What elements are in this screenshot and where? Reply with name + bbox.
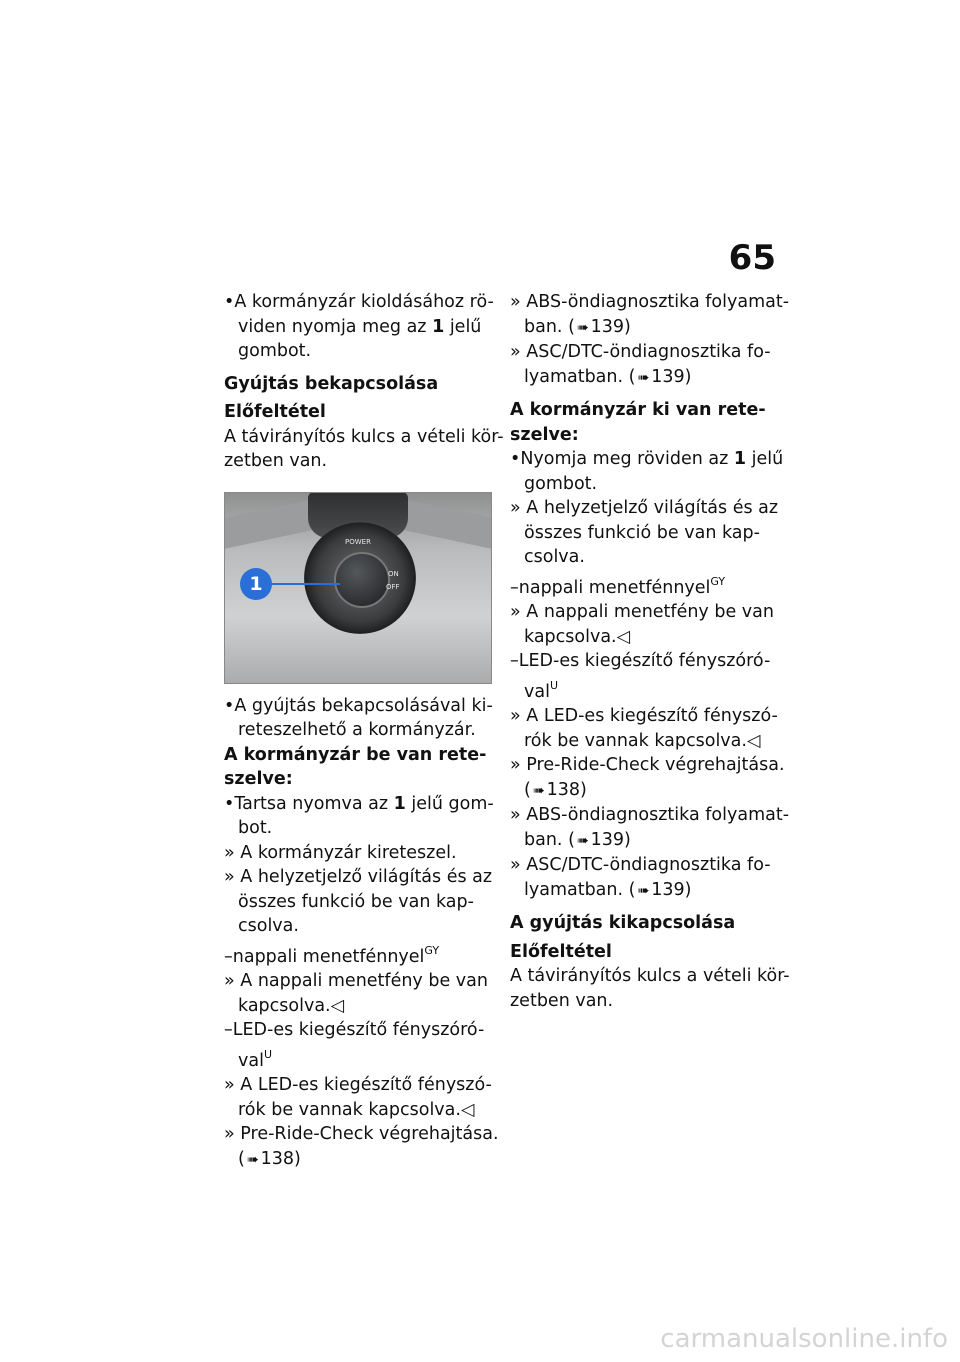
list-item: » Pre-Ride-Check végrehajtása. — [224, 1124, 499, 1144]
section-heading: A kormányzár be van rete- — [224, 744, 487, 765]
list-item: » A helyzetjelző világítás és az — [224, 867, 493, 887]
left-column: •A kormányzár kioldásához rö- viden nyomja meg az 1 jelű gombot. Gyújtás bekapcsolása Előfeltétel A távirányítós kulcs a vételi kör- zetben van. POWER ON OFF 1 •A gyújtás bekapcsolásával ki- reteszelhető a kormányzár. A kormányzár be van rete- szelve: •Tartsa nyomva az 1 jelű gom- bot. » A kormányzár kireteszel. » A helyzetjelző világítás és az összes funkció be van kap- csolva. –nappali menetfénnyel$^{GY}$ » A nappali menetfény be van kapcsolva.◁ –LED-es kiegészítő fényszóró- val$^U$ » A LED-es kiegészítő fényszó- rók be vannak kapcsolva.◁ » Pre-Ride-Check végrehajtása. ( ➠ 138) — [224, 290, 492, 1172]
list-item: » ABS-öndiagnosztika folyamat- — [510, 292, 790, 312]
page-number: 65 — [728, 238, 776, 278]
arrow-right-icon: ➠ — [532, 782, 545, 799]
list-item: » A nappali menetfény be van — [510, 602, 774, 622]
ignition-switch-image: POWER ON OFF 1 — [224, 492, 492, 684]
end-mark-icon: ◁ — [330, 995, 345, 1016]
footer-watermark: carmanualsonline.info — [660, 1324, 948, 1354]
right-column: » ABS-öndiagnosztika folyamat- ban. ( ➠ 139) » ASC/DTC-öndiagnosztika fo- lyamatban. ( ➠ 139) A kormányzár ki van rete- szelve: •Nyomja meg röviden az 1 jelű gombot. » A helyzetjelző világítás és az összes funkció be van kap- csolva. –nappali menetfénnyel$^{GY}$ » A nappali menetfény be van kapcsolva.◁ –LED-es kiegészítő fényszóró- val$^U$ » A LED-es kiegészítő fényszó- rók be vannak kapcsolva.◁ » Pre-Ride-Check végrehajtása. ( ➠ 138) » ABS-öndiagnosztika folyamat- ban. ( ➠ 139) » ASC/DTC-öndiagnosztika fo- lyamatban. ( ➠ 139) A gyújtás kikapcsolása Előfeltétel A távirányítós kulcs a vételi kör- zetben van. — [510, 292, 790, 1011]
list-item: •Nyomja meg röviden az 1 jelű — [510, 449, 784, 469]
list-item: » Pre-Ride-Check végrehajtása. — [510, 755, 785, 775]
arrow-right-icon: ➠ — [637, 882, 650, 899]
arrow-right-icon: ➠ — [576, 832, 589, 849]
list-item: » ASC/DTC-öndiagnosztika fo- — [510, 855, 771, 875]
list-item: » ASC/DTC-öndiagnosztika fo- — [510, 342, 771, 362]
callout-1: 1 — [240, 568, 272, 600]
list-item: » ABS-öndiagnosztika folyamat- — [510, 805, 790, 825]
list-item: » A LED-es kiegészítő fényszó- — [224, 1075, 492, 1095]
page-reference[interactable]: ban. ( ➠ 139) — [510, 315, 778, 341]
end-mark-icon: ◁ — [460, 1099, 475, 1120]
subheading: Előfeltétel — [510, 941, 612, 962]
list-item: –nappali menetfénnyel$^{GY}$ — [224, 943, 440, 967]
list-item: •A kormányzár kioldásához rö- — [224, 292, 494, 312]
section-heading: A kormányzár ki van rete- — [510, 400, 766, 420]
list-item: » A helyzetjelző világítás és az — [510, 498, 779, 518]
end-mark-icon: ◁ — [746, 730, 761, 751]
section-heading: Gyújtás bekapcsolása — [224, 373, 439, 394]
list-item: –LED-es kiegészítő fényszóró- — [510, 651, 771, 671]
subheading: Előfeltétel — [224, 402, 326, 422]
list-item: » A LED-es kiegészítő fényszó- — [510, 706, 778, 726]
page-reference[interactable]: lyamatban. ( ➠ 139) — [510, 365, 778, 391]
arrow-right-icon: ➠ — [576, 319, 589, 336]
list-item: » A nappali menetfény be van — [224, 971, 488, 991]
list-item: » A kormányzár kireteszel. — [224, 842, 457, 863]
list-item: –LED-es kiegészítő fényszóró- — [224, 1020, 485, 1040]
page-reference[interactable]: ban. ( ➠ 139) — [510, 828, 778, 854]
end-mark-icon: ◁ — [616, 626, 631, 647]
page-reference[interactable]: ( ➠ 138) — [224, 1147, 492, 1173]
list-item: –nappali menetfénnyel$^{GY}$ — [510, 574, 726, 598]
arrow-right-icon: ➠ — [637, 369, 650, 386]
list-item: •Tartsa nyomva az 1 jelű gom- — [224, 793, 494, 814]
page-reference[interactable]: lyamatban. ( ➠ 139) — [510, 878, 778, 904]
section-heading: A gyújtás kikapcsolása — [510, 913, 736, 933]
list-item: •A gyújtás bekapcsolásával ki- — [224, 695, 493, 716]
page-reference[interactable]: ( ➠ 138) — [510, 778, 778, 804]
arrow-right-icon: ➠ — [246, 1151, 259, 1168]
